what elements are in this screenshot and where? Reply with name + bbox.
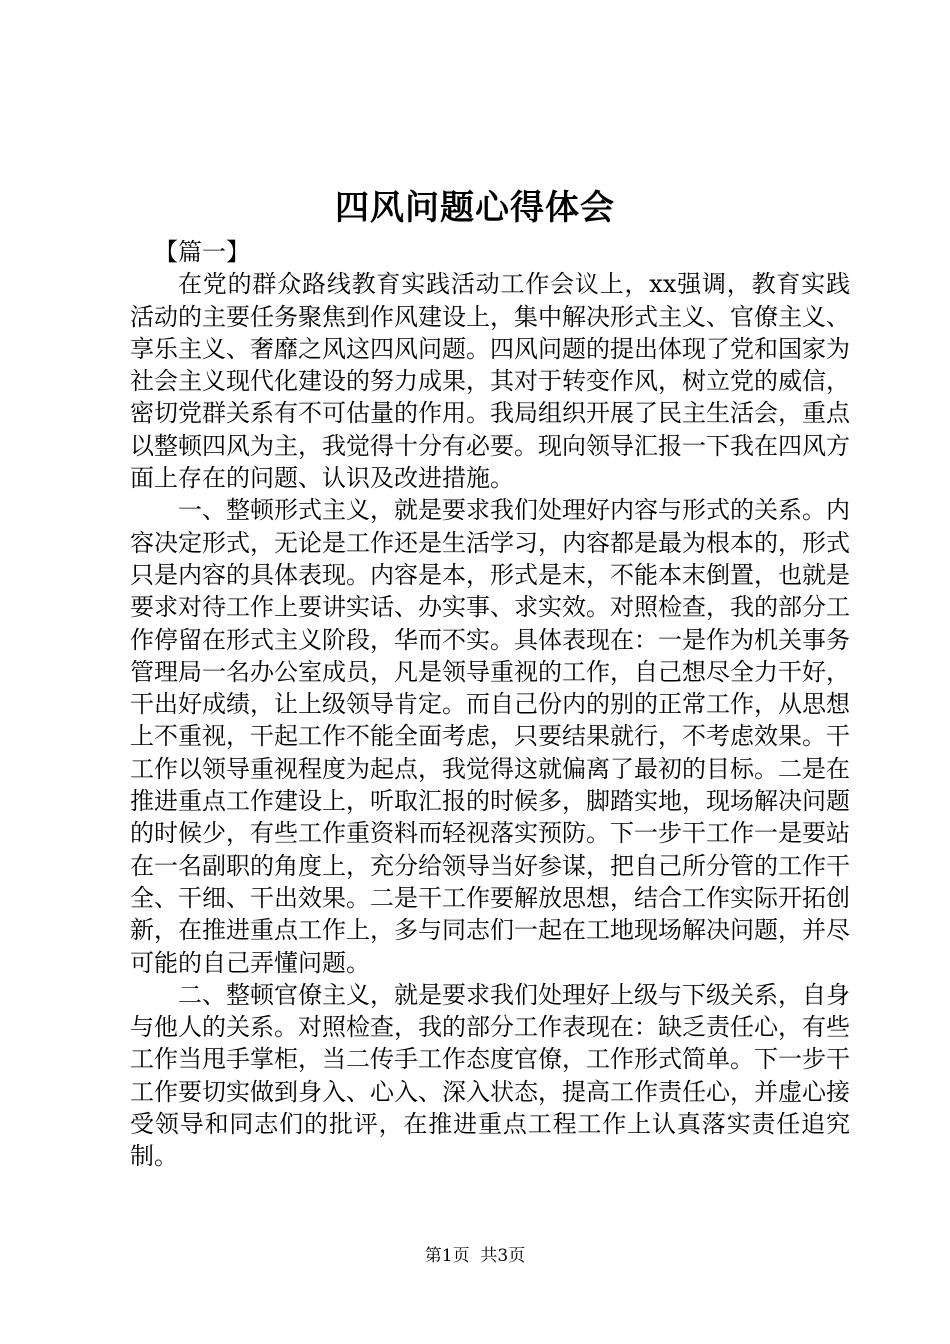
paragraph-intro: 在党的群众路线教育实践活动工作会议上，xx强调，教育实践活动的主要任务聚焦到作风建设上，集中解决形式主义、官僚主义、享乐主义、奢靡之风这四风问题。四风问题的提出体现了党和国家为社会主义现代化建设的努力成果，其对于转变作风，树立党的威信，密切党群关系有不可估量的作用。我局组织开展了民主生活会，重点以整顿四风为主，我觉得十分有必要。现向领导汇报一下我在四风方面上存在的问题、认识及改进措施。 — [130, 270, 850, 493]
paragraph-bureaucracy: 二、整顿官僚主义，就是要求我们处理好上级与下级关系，自身与他人的关系。对照检查，我的部分工作表现在：缺乏责任心，有些工作当甩手掌柜，当二传手工作态度官僚，工作形式简单。下一步干工作要切实做到身入、心入、深入状态，提高工作责任心，并虚心接受领导和同志们的批评，在推进重点工程工作上认真落实责任追究制。 — [130, 980, 850, 1171]
section-label: 【篇一】 — [154, 238, 250, 266]
page-total: 共3页 — [480, 1246, 526, 1266]
document-body — [130, 236, 850, 1173]
page-footer — [0, 1244, 950, 1268]
page-number: 第1页 — [424, 1246, 470, 1266]
paragraph-formalism: 一、整顿形式主义，就是要求我们处理好内容与形式的关系。内容决定形式，无论是工作还是生活学习，内容都是最为根本的，形式只是内容的具体表现。内容是本，形式是末，不能本末倒置，也就是要求对待工作上要讲实话、办实事、求实效。对照检查，我的部分工作停留在形式主义阶段，华而不实。具体表现在：一是作为机关事务管理局一名办公室成员，凡是领导重视的工作，自己想尽全力干好，干出好成绩，让上级领导肯定。而自己份内的别的正常工作，从思想上不重视，干起工作不能全面考虑，只要结果就行，不考虑效果。干工作以领导重视程度为起点，我觉得这就偏离了最初的目标。二是在推进重点工作建设上，听取汇报的时候多，脚踏实地，现场解决问题的时候少，有些工作重资料而轻视落实预防。下一步干工作一是要站在一名副职的角度上，充分给领导当好参谋，把自己所分管的工作干全、干细、干出效果。二是干工作要解放思想，结合工作实际开拓创新，在推进重点工作上，多与同志们一起在工地现场解决问题，并尽可能的自己弄懂问题。 — [130, 496, 850, 977]
document-title: 四风问题心得体会 — [335, 188, 615, 228]
